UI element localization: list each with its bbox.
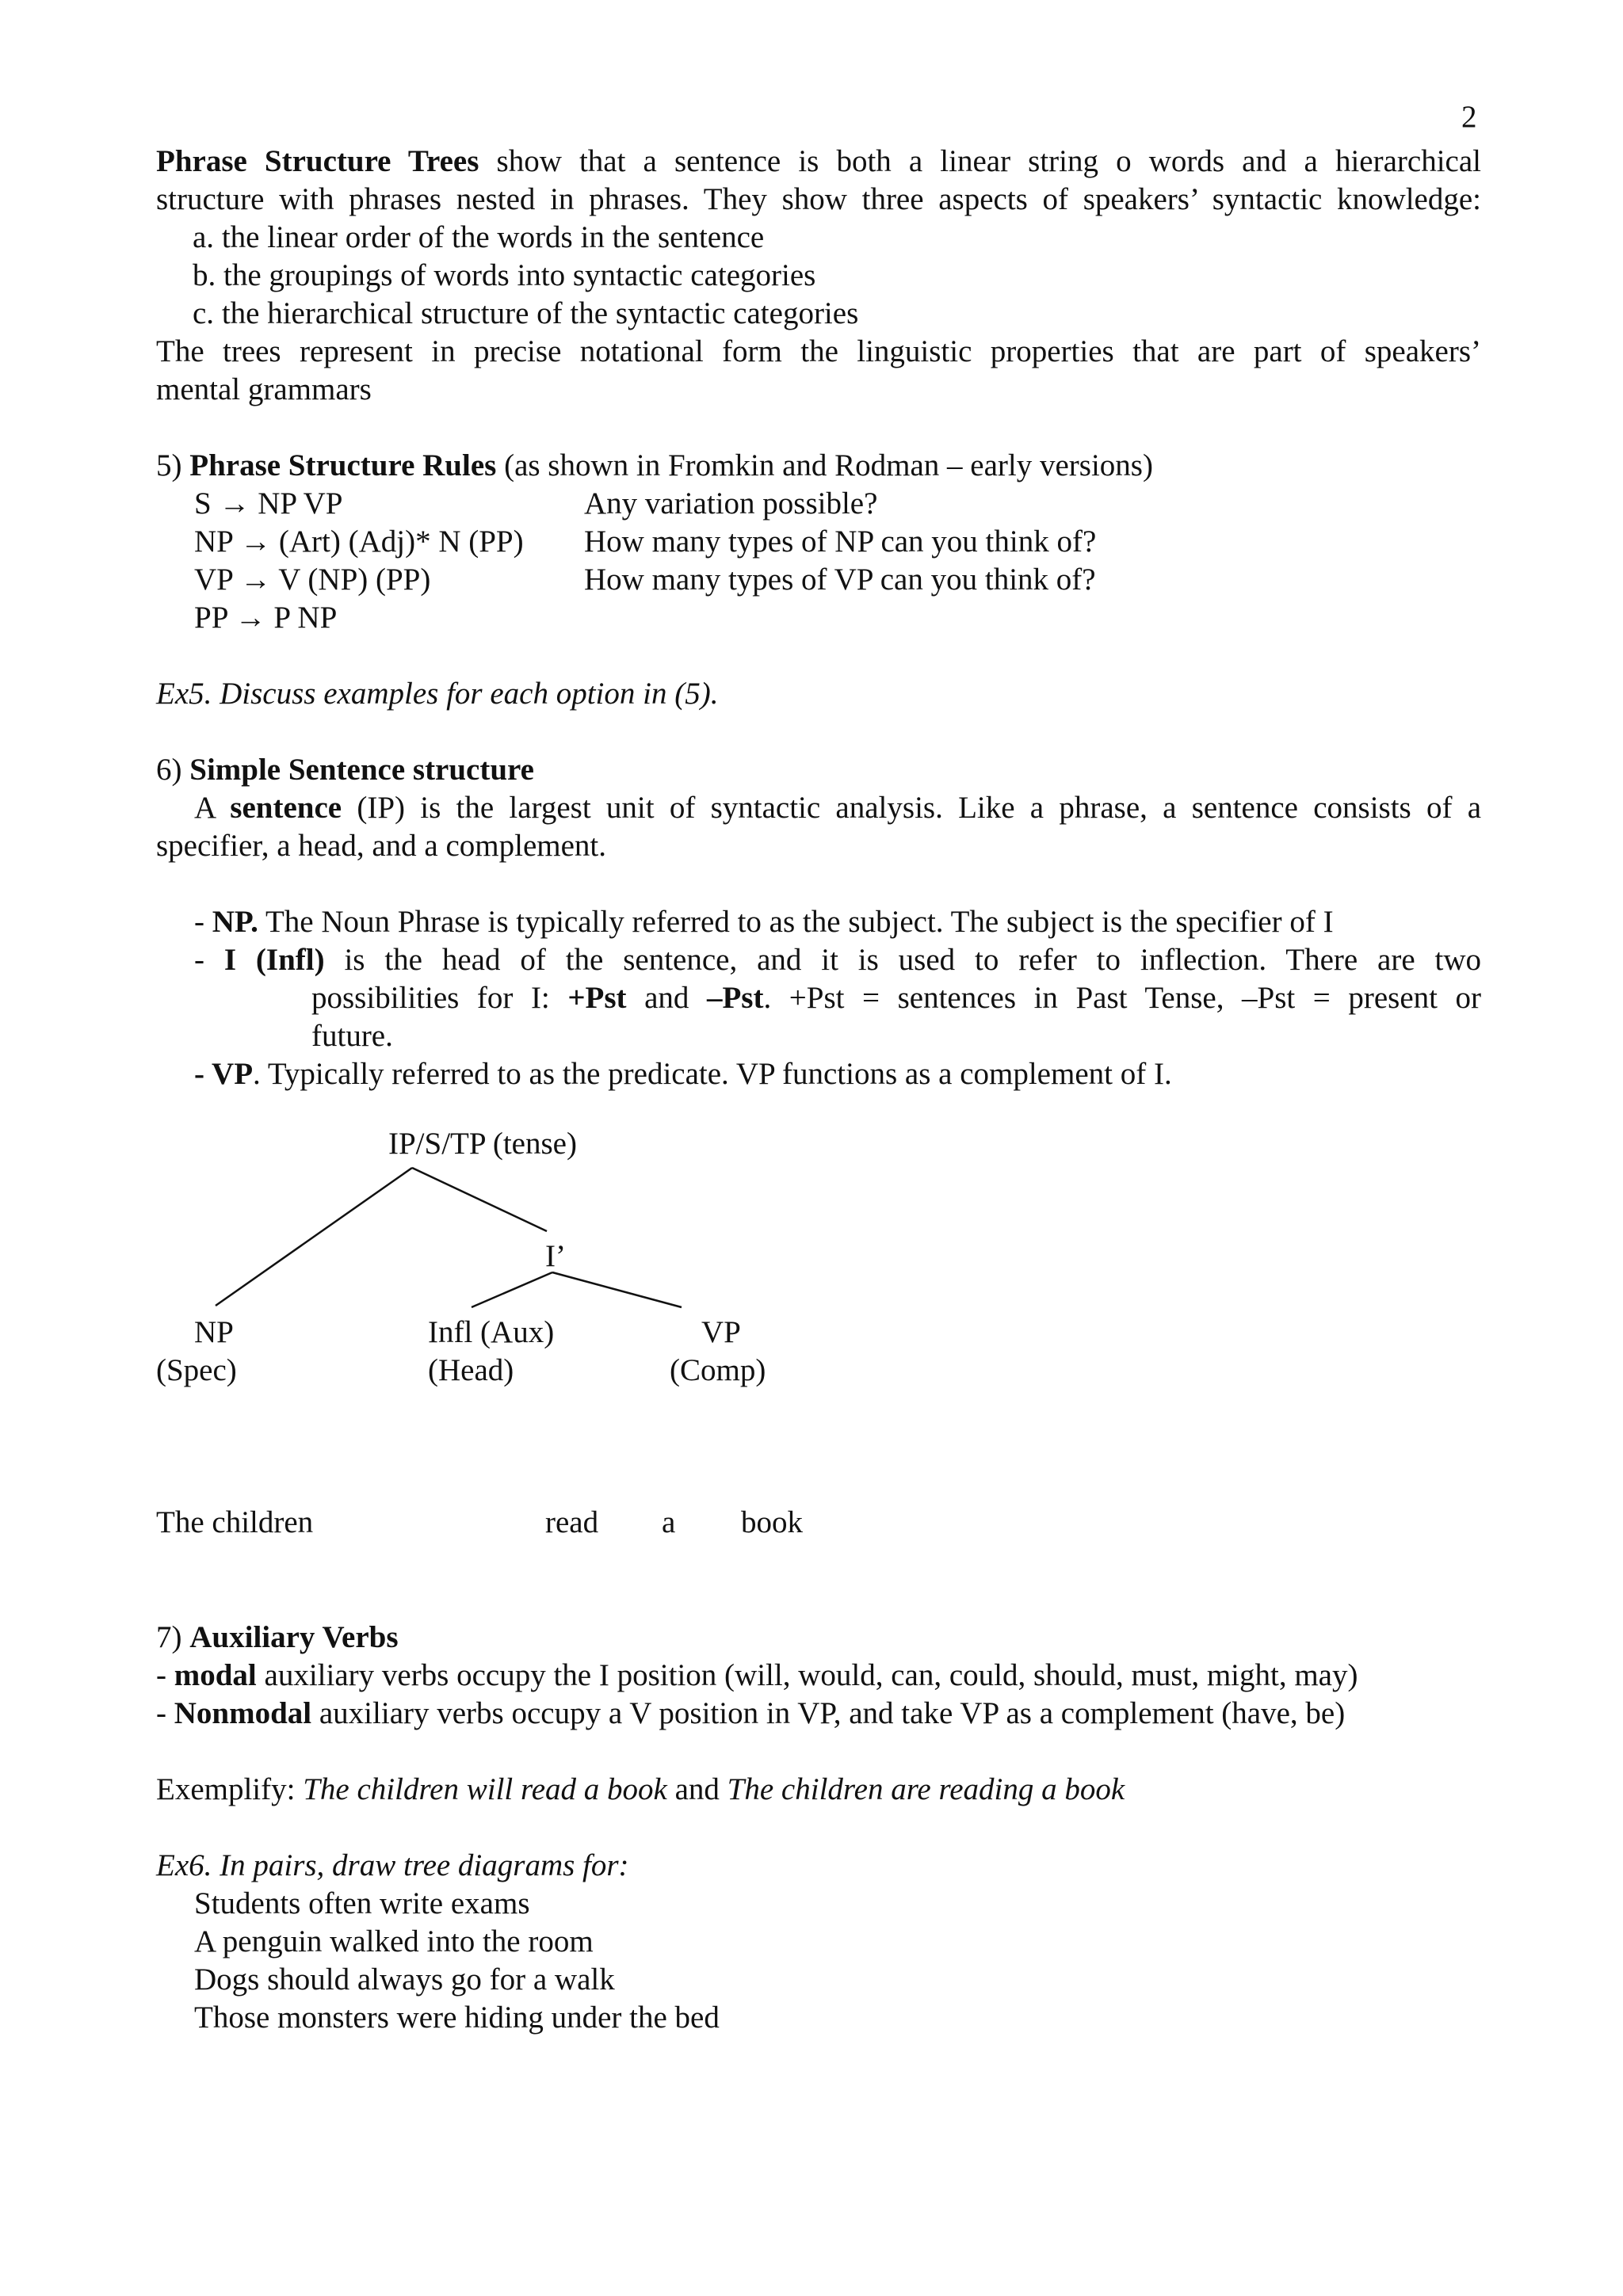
example-subject: The children bbox=[156, 1505, 314, 1539]
item-marker: b. bbox=[193, 258, 216, 292]
intro-closing-line-2: mental grammars bbox=[156, 372, 372, 406]
item-marker: c. bbox=[193, 296, 215, 330]
tree-edge-ibar-infl bbox=[472, 1272, 552, 1307]
intro-line-1-text: show that a sentence is both a linear string o words and a hierarchical bbox=[496, 144, 1482, 178]
tree-edge-ip-ibar bbox=[412, 1168, 547, 1231]
rule-vp: VP → V (NP) (PP) bbox=[194, 563, 431, 597]
infl-line-2-lead: possibilities for I: bbox=[311, 981, 550, 1015]
exemplify-label: Exemplify: bbox=[156, 1772, 296, 1806]
np-term: NP. bbox=[212, 905, 258, 939]
minus-pst: –Pst bbox=[706, 981, 764, 1015]
plus-pst: +Pst bbox=[567, 981, 627, 1015]
nonmodal-term: Nonmodal bbox=[174, 1696, 312, 1730]
rule-pp: PP → P NP bbox=[194, 601, 338, 635]
rule-s: S → NP VP bbox=[194, 486, 343, 521]
modal-term: modal bbox=[174, 1658, 257, 1692]
section-title: Phrase Structure Rules bbox=[189, 448, 497, 482]
tree-node-infl: Infl (Aux) bbox=[428, 1315, 555, 1349]
item-marker: a. bbox=[193, 220, 215, 254]
exemplify-line bbox=[156, 1771, 1125, 1809]
tree-node-np: NP bbox=[194, 1315, 234, 1349]
tree-edge-ibar-vp bbox=[552, 1272, 682, 1307]
tree-edge-ip-np bbox=[216, 1168, 412, 1306]
section-title: Simple Sentence structure bbox=[189, 753, 534, 787]
rule-vp-question: How many types of VP can you think of? bbox=[584, 563, 1096, 597]
tree-label-head: (Head) bbox=[428, 1353, 514, 1387]
para-term-sentence: sentence bbox=[230, 791, 342, 825]
exemplify-example-2: The children are reading a book bbox=[727, 1772, 1125, 1806]
infl-line-2-rest: . +Pst = sentences in Past Tense, –Pst = present or bbox=[763, 981, 1482, 1015]
rule-s-question: Any variation possible? bbox=[584, 486, 878, 521]
exercise-6-sentence-2: A penguin walked into the room bbox=[194, 1924, 594, 1958]
item-text: the hierarchical structure of the syntactic categories bbox=[221, 296, 859, 330]
exercise-6-sentence-3: Dogs should always go for a walk bbox=[194, 1962, 615, 1997]
item-text: the groupings of words into syntactic categories bbox=[223, 258, 816, 292]
dash: - bbox=[156, 1658, 166, 1692]
nonmodal-line bbox=[156, 1695, 1345, 1733]
and-word: and bbox=[644, 981, 689, 1015]
exercise-6-sentence-4: Those monsters were hiding under the bed bbox=[194, 2000, 720, 2035]
rule-np-question: How many types of NP can you think of? bbox=[584, 524, 1097, 559]
infl-term: I (Infl) bbox=[223, 943, 325, 977]
tree-node-vp: VP bbox=[701, 1315, 741, 1349]
section-number: 6) bbox=[156, 753, 182, 787]
modal-text: auxiliary verbs occupy the I position (will, would, can, could, should, must, might, may) bbox=[264, 1658, 1358, 1692]
section-number: 7) bbox=[156, 1620, 182, 1654]
dash: - bbox=[194, 943, 204, 977]
para-a: A bbox=[194, 791, 216, 825]
np-text: The Noun Phrase is typically referred to as the subject. The subject is the specifier of I bbox=[265, 905, 1334, 939]
example-det: a bbox=[662, 1505, 676, 1539]
intro-line-2: structure with phrases nested in phrases. They show three aspects of speakers’ syntactic knowledge: bbox=[156, 182, 1481, 216]
exemplify-and: and bbox=[674, 1772, 720, 1806]
tree-label-spec: (Spec) bbox=[156, 1353, 237, 1387]
nonmodal-text: auxiliary verbs occupy a V position in VP, and take VP as a complement (have, be) bbox=[319, 1696, 1346, 1730]
exercise-6-sentence-1: Students often write exams bbox=[194, 1886, 530, 1920]
vp-term: - VP bbox=[194, 1057, 254, 1091]
example-noun: book bbox=[741, 1505, 803, 1539]
example-verb: read bbox=[545, 1505, 599, 1539]
infl-text: is the head of the sentence, and it is used to refer to inflection. There are two bbox=[344, 943, 1482, 977]
section-7-heading bbox=[156, 1619, 399, 1657]
intro-lead-term: Phrase Structure Trees bbox=[156, 144, 479, 178]
section-number: 5) bbox=[156, 448, 182, 482]
exercise-5: Ex5. Discuss examples for each option in (5). bbox=[156, 677, 719, 711]
item-text: the linear order of the words in the sentence bbox=[221, 220, 765, 254]
exemplify-example-1: The children will read a book bbox=[303, 1772, 667, 1806]
rule-np: NP → (Art) (Adj)* N (PP) bbox=[194, 524, 524, 559]
dash: - bbox=[194, 905, 204, 939]
section-6-para-line-2: specifier, a head, and a complement. bbox=[156, 829, 607, 863]
intro-closing-line-1: The trees represent in precise notational form the linguistic properties that are part of speakers’ bbox=[156, 334, 1481, 368]
tree-label-comp: (Comp) bbox=[670, 1353, 766, 1387]
section-subtitle: (as shown in Fromkin and Rodman – early versions) bbox=[504, 448, 1153, 482]
dash: - bbox=[156, 1696, 166, 1730]
tree-node-root: IP/S/TP (tense) bbox=[388, 1127, 577, 1161]
page-number: 2 bbox=[1461, 100, 1477, 134]
exercise-6-prompt: Ex6. In pairs, draw tree diagrams for: bbox=[156, 1848, 629, 1882]
infl-bullet-line-3: future. bbox=[311, 1019, 393, 1053]
modal-line bbox=[156, 1657, 1358, 1695]
vp-text: . Typically referred to as the predicate. VP functions as a complement of I. bbox=[253, 1057, 1172, 1091]
tree-node-ibar: I’ bbox=[545, 1239, 566, 1273]
section-title: Auxiliary Verbs bbox=[189, 1620, 399, 1654]
para-text: (IP) is the largest unit of syntactic analysis. Like a phrase, a sentence consists of a bbox=[357, 791, 1482, 825]
